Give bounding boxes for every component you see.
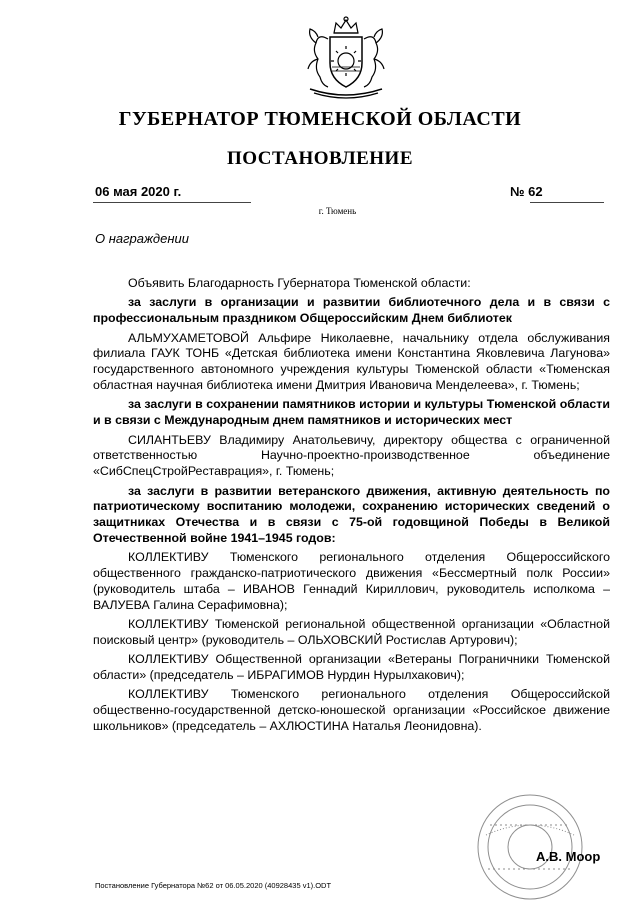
document-subject: О награждении — [95, 231, 189, 246]
file-footer: Постановление Губернатора №62 от 06.05.2020 (40928435 v1).ODT — [95, 881, 332, 890]
reason-paragraph: за заслуги в организации и развитии библиотечного дела и в связи с профессиональным праздником Общероссийским Днем библиотек — [93, 295, 610, 326]
number-underline — [530, 202, 604, 203]
date-underline — [93, 202, 251, 203]
award-paragraph: СИЛАНТЬЕВУ Владимиру Анатольевичу, директору общества с ограниченной ответственностью Научно-проектно-производственное объединение «СибСпецСтройРеставрация», г. Тюмень; — [93, 432, 610, 479]
coat-of-arms-icon — [300, 15, 392, 103]
award-paragraph: АЛЬМУХАМЕТОВОЙ Альфире Николаевне, начальнику отдела обслуживания филиала ГАУК ТОНБ «Детская библиотека имени Константина Яковлевича Лагунова» государственного автономного учреждения культуры Тюменской области «Тюменская областная научная библиотека имени Дмитрия Ивановича Менделеева», г. Тюмень; — [93, 330, 610, 392]
document-date: 06 мая 2020 г. — [95, 184, 182, 199]
document-body — [93, 276, 610, 738]
reason-paragraph: за заслуги в развитии ветеранского движения, активную деятельность по патриотическому воспитанию молодежи, сохранению исторических сведений о защитниках Отечества и в связи с 75-ой годовщиной Победы в Великой Отечественной войне 1941–1945 годов: — [93, 483, 610, 545]
document-type: ПОСТАНОВЛЕНИЕ — [226, 148, 414, 169]
document-city: г. Тюмень — [318, 206, 357, 216]
document-number: № 62 — [510, 184, 543, 199]
reason-paragraph: за заслуги в сохранении памятников истории и культуры Тюменской области и в связи с Международным днем памятников и исторических мест — [93, 397, 610, 428]
intro-paragraph: Объявить Благодарность Губернатора Тюменской области: — [128, 276, 471, 290]
issuing-authority: ГУБЕРНАТОР ТЮМЕНСКОЙ ОБЛАСТИ — [118, 108, 522, 130]
seal-stamp-icon — [460, 785, 590, 905]
signatory-name: А.В. Моор — [536, 849, 601, 864]
award-paragraph: КОЛЛЕКТИВУ Тюменского регионального отделения Общероссийского общественного гражданско-патриотического движения «Бессмертный полк России» (руководитель штаба – ИВАНОВ Геннадий Кириллович, руководитель исполкома – ВАЛУЕВА Галина Серафимовна); — [93, 550, 610, 612]
award-paragraph: КОЛЛЕКТИВУ Общественной организации «Ветераны Пограничники Тюменской области» (председатель – ИБРАГИМОВ Нурдин Нурылхакович); — [93, 652, 610, 683]
award-paragraph: КОЛЛЕКТИВУ Тюменского регионального отделения Общероссийской общественно-государственной детско-юношеской организации «Российское движение школьников» (председатель – АХЛЮСТИНА Наталья Леонидовна). — [93, 687, 610, 734]
award-paragraph: КОЛЛЕКТИВУ Тюменской региональной общественной организации «Областной поисковый центр» (руководитель – ОЛЬХОВСКИЙ Ростислав Артурович); — [93, 617, 610, 647]
